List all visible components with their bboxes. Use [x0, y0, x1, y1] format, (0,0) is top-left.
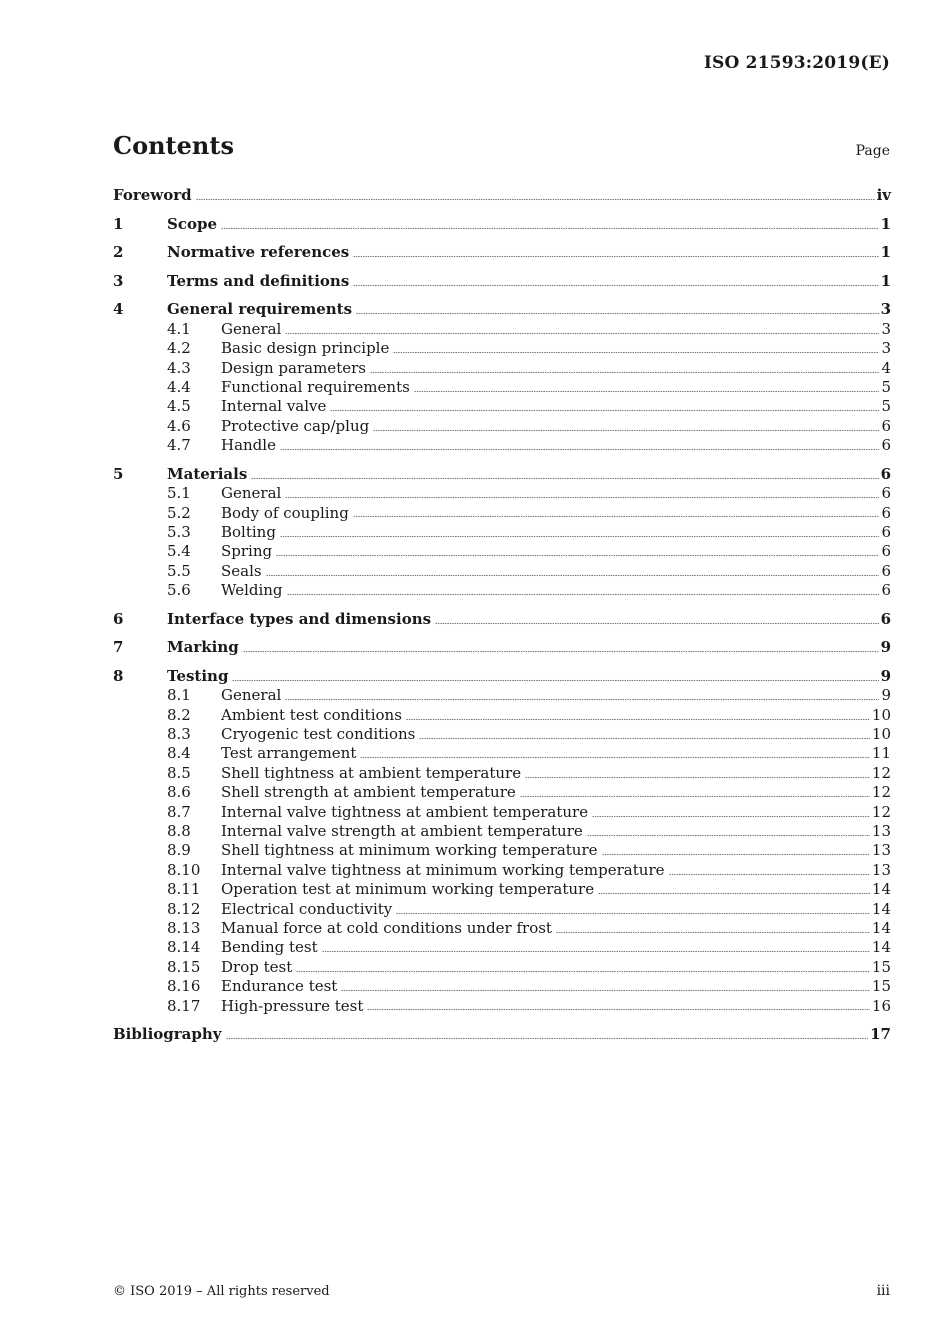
toc-entry-title: Operation test at minimum working temperature: [221, 880, 595, 899]
toc-entry-page: 15: [871, 957, 891, 976]
dot-leader: [266, 573, 880, 577]
toc-subclause-entry[interactable]: [113, 397, 891, 416]
toc-entry-number: 5.1: [167, 484, 191, 503]
toc-entry-number: 4.2: [167, 339, 191, 358]
toc-entry-title: Internal valve tightness at ambient temperature: [221, 802, 589, 821]
dot-leader: [353, 515, 880, 519]
toc-subclause-entry[interactable]: [113, 745, 891, 764]
dot-leader: [602, 853, 870, 857]
dot-leader: [353, 255, 878, 259]
dot-leader: [330, 409, 879, 413]
toc-subclause-entry[interactable]: [113, 339, 891, 358]
toc-entry-number: 2: [113, 243, 124, 262]
toc-entry-title: Electrical conductivity: [221, 899, 393, 918]
page-number: iii: [876, 1283, 890, 1299]
toc-clause-entry[interactable]: [113, 610, 891, 630]
dot-leader: [393, 351, 879, 355]
toc-entry-title: General: [221, 484, 282, 503]
toc-entry-page: 9: [881, 686, 891, 705]
toc-entry-number: 8.8: [167, 822, 191, 841]
toc-clause-entry[interactable]: [113, 638, 891, 658]
toc-entry-page: 13: [871, 841, 891, 860]
toc-entry-number: 8.4: [167, 744, 191, 763]
toc-entry-title: Endurance test: [221, 977, 338, 996]
toc-entry-page: 4: [881, 358, 891, 377]
dot-leader: [285, 698, 879, 702]
toc-clause-entry[interactable]: [113, 272, 891, 292]
toc-entry-page: 3: [880, 300, 891, 319]
toc-entry-title: Bibliography: [113, 1025, 222, 1044]
toc-subclause-entry[interactable]: [113, 938, 891, 957]
toc-entry-title: Scope: [167, 214, 218, 233]
toc-entry-title: Test arrangement: [221, 744, 357, 763]
toc-entry-page: 6: [881, 522, 891, 541]
dot-leader: [373, 428, 879, 432]
toc-entry-number: 4.7: [167, 436, 191, 455]
toc-entry-page: iv: [876, 186, 891, 205]
dot-leader: [226, 1037, 869, 1041]
dot-leader: [285, 331, 879, 335]
toc-subclause-entry[interactable]: [113, 880, 891, 899]
toc-entry-number: 7: [113, 638, 124, 657]
toc-entry-title: Terms and definitions: [167, 271, 350, 290]
toc-entry-title: Shell tightness at ambient temperature: [221, 763, 522, 782]
toc-entry-page: 1: [880, 214, 891, 233]
toc-subclause-entry[interactable]: [113, 725, 891, 744]
toc-entry-title: Bolting: [221, 522, 276, 541]
toc-entry-number: 8.13: [167, 919, 201, 937]
dot-leader: [592, 814, 870, 818]
dot-leader: [251, 476, 878, 480]
toc-entry-title: Interface types and dimensions: [167, 609, 432, 628]
toc-entry-number: 5.5: [167, 561, 191, 580]
toc-entry-title: High-pressure test: [221, 996, 364, 1015]
toc-subclause-entry[interactable]: [113, 764, 891, 783]
dot-leader: [356, 312, 879, 316]
toc-subclause-entry[interactable]: [113, 562, 891, 581]
dot-leader: [414, 389, 880, 393]
toc-entry-number: 5.2: [167, 503, 191, 522]
dot-leader: [367, 1008, 870, 1012]
toc-entry-page: 6: [881, 561, 891, 580]
toc-entry-page: 6: [880, 464, 891, 483]
dot-leader: [221, 226, 879, 230]
dot-leader: [525, 775, 870, 779]
toc-entry-page: 6: [881, 436, 891, 455]
toc-entry-page: 6: [881, 503, 891, 522]
toc-subclause-entry[interactable]: [113, 783, 891, 802]
toc-entry-title: General: [221, 686, 282, 705]
toc-entry-number: 8.7: [167, 802, 191, 821]
toc-subclause-entry[interactable]: [113, 861, 891, 880]
toc-entry-page: 1: [880, 243, 891, 262]
toc-entry-number: 8.14: [167, 938, 201, 957]
toc-entry-title: General requirements: [167, 300, 353, 319]
toc-entry-number: 5.3: [167, 522, 191, 541]
dot-leader: [232, 678, 878, 682]
toc-subclause-entry[interactable]: [113, 484, 891, 503]
toc-subclause-entry[interactable]: [113, 822, 891, 841]
toc-subclause-entry[interactable]: [113, 706, 891, 725]
toc-entry-page: 14: [871, 938, 891, 957]
dot-leader: [353, 283, 878, 287]
toc-entry-page: 6: [881, 581, 891, 600]
toc-clause-entry[interactable]: [113, 186, 891, 206]
toc-entry-title: Spring: [221, 542, 273, 561]
toc-entry-number: 4.6: [167, 416, 191, 435]
dot-leader: [396, 911, 870, 915]
toc-entry-page: 15: [871, 977, 891, 996]
toc-entry-page: 17: [870, 1025, 891, 1044]
toc-entry-page: 6: [880, 609, 891, 628]
toc-entry-page: 11: [871, 744, 891, 763]
toc-entry-page: 14: [871, 919, 891, 937]
toc-entry-page: 3: [881, 319, 891, 338]
toc-subclause-entry[interactable]: [113, 436, 891, 455]
toc-subclause-entry[interactable]: [113, 958, 891, 977]
toc-entry-page: 10: [871, 725, 891, 744]
toc-entry-title: Drop test: [221, 957, 293, 976]
toc-entry-number: 3: [113, 271, 124, 290]
toc-clause-entry[interactable]: [113, 1025, 891, 1045]
toc-clause-entry[interactable]: [113, 465, 891, 485]
toc-entry-number: 8.11: [167, 880, 201, 899]
toc-entry-number: 6: [113, 609, 124, 628]
toc-subclause-entry[interactable]: [113, 417, 891, 436]
dot-leader: [280, 534, 880, 538]
toc-subclause-entry[interactable]: [113, 841, 891, 860]
toc-entry-title: Normative references: [167, 243, 350, 262]
toc-entry-title: Marking: [167, 638, 239, 657]
toc-subclause-entry[interactable]: [113, 686, 891, 705]
toc-entry-title: Cryogenic test conditions: [221, 725, 416, 744]
toc-entry-number: 8.12: [167, 899, 201, 918]
toc-entry-title: Internal valve: [221, 397, 327, 416]
toc-entry-number: 8.2: [167, 705, 191, 724]
toc-entry-page: 13: [871, 860, 891, 879]
page-title: Contents: [113, 131, 234, 160]
toc-entry-number: 4: [113, 300, 124, 319]
toc-subclause-entry[interactable]: [113, 542, 891, 561]
toc-entry-title: Ambient test conditions: [221, 705, 402, 724]
toc-entry-title: Basic design principle: [221, 339, 390, 358]
toc-clause-entry[interactable]: [113, 667, 891, 687]
toc-entry-number: 8.1: [167, 686, 191, 705]
toc-entry-page: 9: [880, 638, 891, 657]
toc-entry-title: General: [221, 319, 282, 338]
toc-subclause-entry[interactable]: [113, 581, 891, 600]
toc-subclause-entry[interactable]: [113, 803, 891, 822]
dot-leader: [322, 950, 870, 954]
toc-entry-page: 13: [871, 822, 891, 841]
toc-entry-title: Functional requirements: [221, 378, 410, 397]
dot-leader: [669, 872, 870, 876]
toc-entry-title: Welding: [221, 581, 283, 600]
toc-entry-title: Bending test: [221, 938, 318, 957]
dot-leader: [196, 198, 875, 202]
toc-entry-title: Body of coupling: [221, 503, 349, 522]
toc-entry-page: 6: [881, 542, 891, 561]
toc-entry-number: 8.9: [167, 841, 191, 860]
toc-entry-number: 5: [113, 464, 124, 483]
dot-leader: [276, 554, 879, 558]
toc-entry-number: 4.4: [167, 378, 191, 397]
toc-entry-title: Handle: [221, 436, 276, 455]
toc-entry-title: Materials: [167, 464, 248, 483]
toc-clause-entry[interactable]: [113, 243, 891, 263]
toc-entry-page: 12: [871, 802, 891, 821]
dot-leader: [435, 621, 879, 625]
toc-entry-number: 8.6: [167, 783, 191, 802]
dot-leader: [419, 737, 870, 741]
dot-leader: [243, 650, 879, 654]
toc-subclause-entry[interactable]: [113, 919, 891, 938]
toc-entry-number: 5.4: [167, 542, 191, 561]
toc-entry-number: 5.6: [167, 581, 191, 600]
toc-entry-number: 4.5: [167, 397, 191, 416]
dot-leader: [280, 448, 879, 452]
toc-subclause-entry[interactable]: [113, 320, 891, 339]
toc-entry-page: 14: [871, 880, 891, 899]
toc-subclause-entry[interactable]: [113, 359, 891, 378]
dot-leader: [285, 496, 879, 500]
toc-subclause-entry[interactable]: [113, 378, 891, 397]
copyright-notice: © ISO 2019 – All rights reserved: [113, 1284, 330, 1299]
toc-entry-title: Seals: [221, 561, 262, 580]
toc-entry-number: 8.3: [167, 725, 191, 744]
dot-leader: [287, 593, 880, 597]
toc-subclause-entry[interactable]: [113, 523, 891, 542]
page-column-label: Page: [855, 143, 890, 159]
document-identifier: ISO 21593:2019(E): [703, 53, 890, 73]
table-of-contents: [113, 184, 891, 1045]
toc-entry-number: 8.5: [167, 763, 191, 782]
toc-entry-page: 5: [881, 378, 891, 397]
toc-entry-page: 9: [880, 666, 891, 685]
toc-entry-page: 10: [871, 705, 891, 724]
toc-entry-page: 1: [880, 271, 891, 290]
toc-entry-title: Manual force at cold conditions under frost: [221, 919, 552, 937]
dot-leader: [296, 969, 870, 973]
toc-entry-page: 6: [881, 484, 891, 503]
toc-subclause-entry[interactable]: [113, 504, 891, 523]
toc-entry-number: 8.15: [167, 957, 201, 976]
toc-entry-title: Design parameters: [221, 358, 366, 377]
dot-leader: [341, 989, 870, 993]
toc-subclause-entry[interactable]: [113, 900, 891, 919]
dot-leader: [370, 370, 879, 374]
toc-entry-page: 12: [871, 763, 891, 782]
dot-leader: [360, 756, 870, 760]
toc-entry-number: 4.1: [167, 319, 191, 338]
dot-leader: [598, 892, 870, 896]
toc-entry-number: 8.16: [167, 977, 201, 996]
dot-leader: [556, 930, 870, 934]
toc-entry-page: 12: [871, 783, 891, 802]
toc-entry-title: Shell strength at ambient temperature: [221, 783, 516, 802]
toc-clause-entry[interactable]: [113, 300, 891, 320]
dot-leader: [520, 795, 870, 799]
dot-leader: [406, 717, 870, 721]
toc-entry-title: Foreword: [113, 186, 192, 205]
toc-entry-title: Internal valve tightness at minimum working temperature: [221, 860, 665, 879]
toc-entry-number: 8.17: [167, 996, 201, 1015]
toc-clause-entry[interactable]: [113, 215, 891, 235]
toc-subclause-entry[interactable]: [113, 977, 891, 996]
toc-entry-page: 3: [881, 339, 891, 358]
toc-entry-page: 16: [871, 996, 891, 1015]
toc-entry-title: Internal valve strength at ambient temperature: [221, 822, 583, 841]
toc-entry-number: 1: [113, 214, 124, 233]
dot-leader: [587, 833, 870, 837]
toc-entry-number: 4.3: [167, 358, 191, 377]
toc-entry-title: Protective cap/plug: [221, 416, 370, 435]
toc-subclause-entry[interactable]: [113, 997, 891, 1016]
toc-entry-page: 6: [881, 416, 891, 435]
toc-entry-page: 5: [881, 397, 891, 416]
toc-entry-page: 14: [871, 899, 891, 918]
toc-entry-title: Testing: [167, 666, 229, 685]
toc-entry-title: Shell tightness at minimum working temperature: [221, 841, 598, 860]
toc-entry-number: 8.10: [167, 860, 201, 879]
toc-entry-number: 8: [113, 666, 124, 685]
